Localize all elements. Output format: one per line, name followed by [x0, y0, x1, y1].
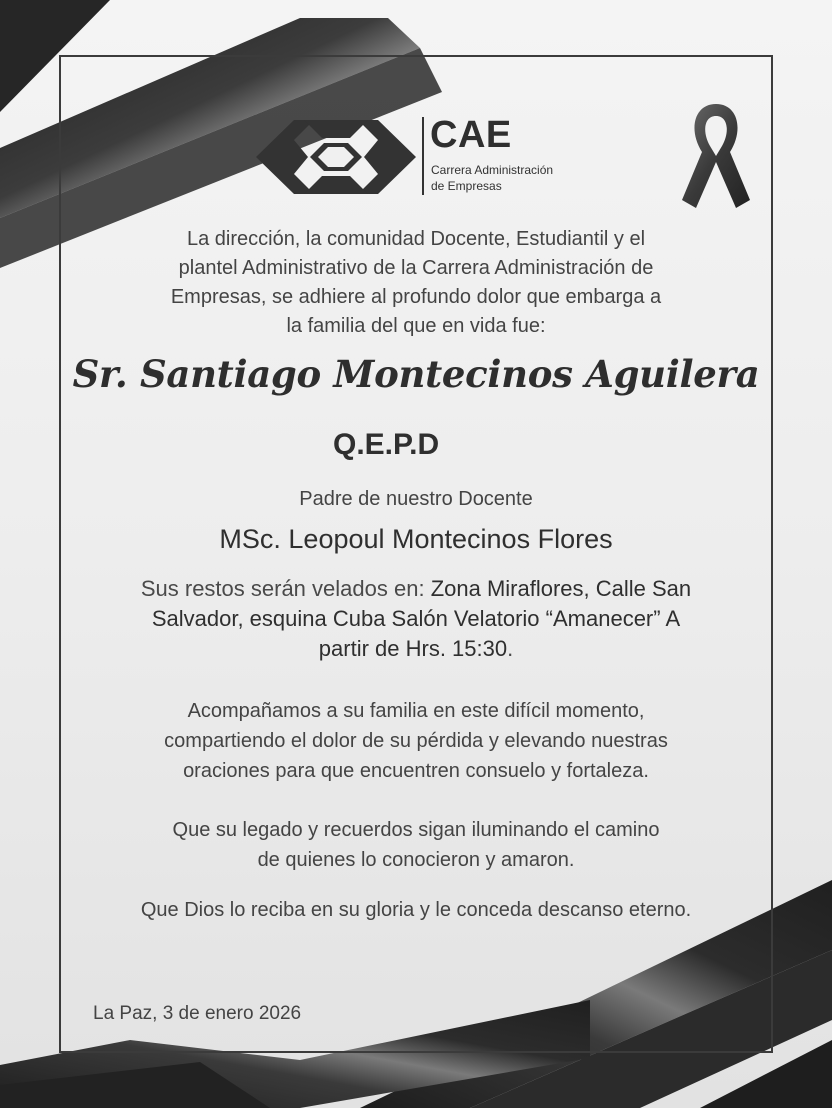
wake-label: Sus restos serán velados en: — [140, 576, 425, 601]
condolence-line: compartiendo el dolor de su pérdida y elevando nuestras — [164, 730, 668, 752]
condolence-line: oraciones para que encuentren consuelo y fortaleza. — [183, 760, 649, 782]
wake-line2: Salvador, esquina Cuba Salón Velatorio “Amanecer” A — [151, 606, 681, 631]
qepd-label: Q.E.P.D — [333, 428, 440, 461]
intro-line: Empresas, se adhiere al profundo dolor que embarga a — [170, 286, 662, 308]
intro-line: La dirección, la comunidad Docente, Estudiantil y el — [186, 228, 646, 250]
legacy-paragraph — [60, 815, 772, 875]
wake-line1: Zona Miraflores, Calle San — [430, 576, 692, 601]
wake-location — [60, 574, 772, 664]
place-date: La Paz, 3 de enero 2026 — [93, 1003, 302, 1024]
logo-subtitle-line2: de Empresas — [431, 179, 502, 193]
teacher-name: MSc. Leopoul Montecinos Flores — [219, 524, 613, 554]
condolence-paragraph — [60, 696, 772, 786]
wake-line3: partir de Hrs. 15:30 — [318, 636, 508, 661]
intro-line: plantel Administrativo de la Carrera Administración de — [178, 257, 654, 279]
legacy-line: Que su legado y recuerdos sigan iluminando el camino — [172, 819, 660, 841]
legacy-line: de quienes lo conocieron y amaron. — [257, 849, 575, 871]
mourning-ribbon-icon — [676, 100, 756, 214]
condolence-line: Acompañamos a su familia en este difícil momento, — [187, 700, 645, 722]
cae-logo-mark-icon — [256, 116, 416, 198]
intro-text — [60, 225, 772, 341]
logo-title: CAE — [430, 114, 512, 156]
logo-subtitle-line1: Carrera Administración — [431, 163, 554, 177]
intro-line: la familia del que en vida fue: — [286, 315, 546, 337]
wake-line3-end: . — [507, 636, 514, 661]
logo-divider — [422, 117, 424, 195]
deceased-name: Sr. Santiago Montecinos Aguilera — [72, 352, 760, 396]
relation-text: Padre de nuestro Docente — [299, 488, 533, 510]
blessing-text: Que Dios lo reciba en su gloria y le conceda descanso eterno. — [140, 899, 692, 921]
